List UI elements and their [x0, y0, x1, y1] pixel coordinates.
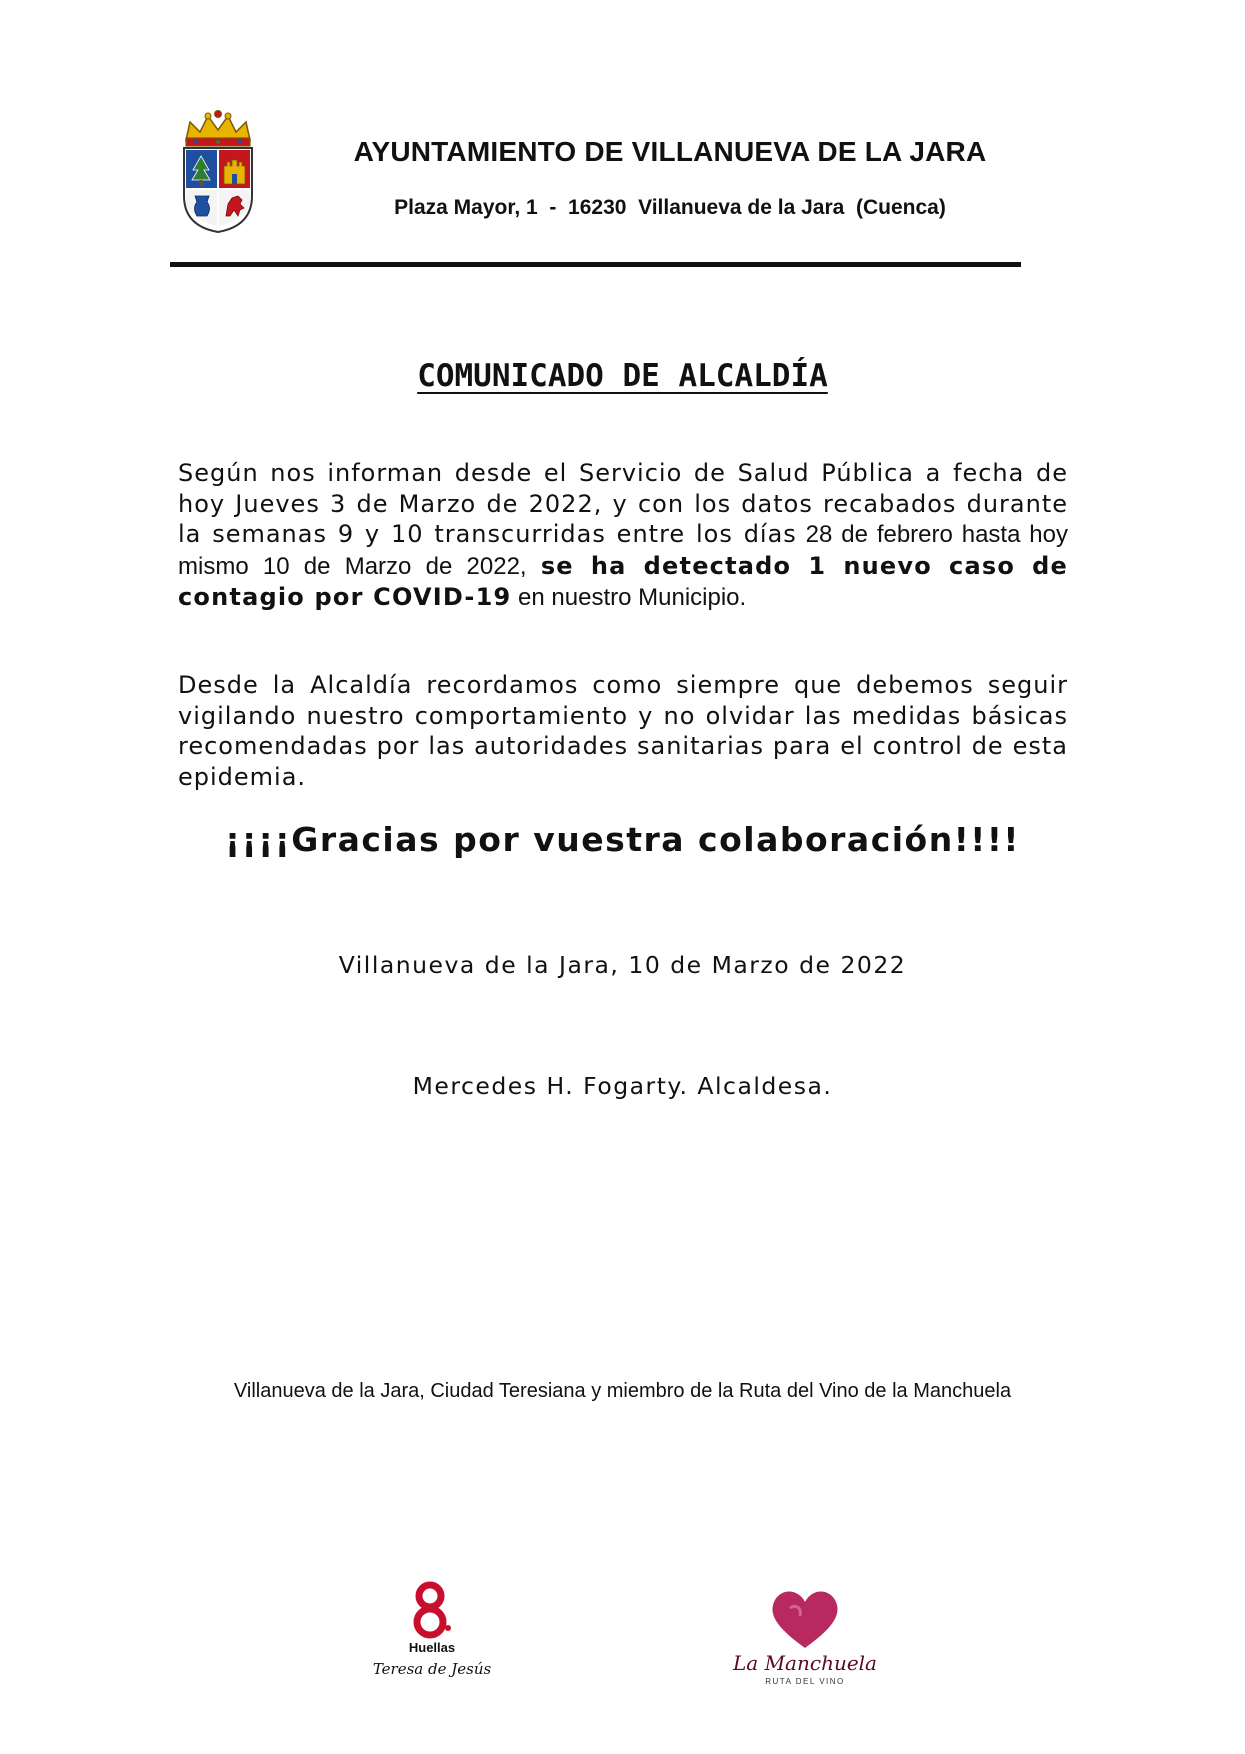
huellas-logo-script: Teresa de Jesús [372, 1660, 492, 1678]
manchuela-logo-subtitle: RUTA DEL VINO [765, 1677, 845, 1686]
huellas-logo-icon [370, 1578, 500, 1688]
place-and-date: Villanueva de la Jara, 10 de Marzo de 2022 [338, 951, 907, 979]
document-title: COMUNICADO DE ALCALDÍA [417, 358, 828, 394]
notice-text-dates: 28 de febrero hasta hoy mismo 10 de Marzo de 2022, [178, 521, 1069, 580]
header-divider [170, 262, 1021, 267]
reminder-paragraph: Desde la Alcaldía recordamos como siempre que debemos seguir vigilando nuestro comportamiento y no olvidar las medidas básicas recomendadas por las autoridades sanitarias para el control de esta epidemia. [178, 671, 1068, 791]
notice-highlight: se ha detectado 1 nuevo caso de contagio por COVID-19 [178, 551, 1068, 611]
manchuela-logo-script: La Manchuela [733, 1651, 877, 1675]
thanks-message: ¡¡¡¡Gracias por vuestra colaboración!!!! [225, 820, 1020, 859]
coat-of-arms-icon [176, 110, 260, 234]
notice-text-intro: Según nos informan desde el Servicio de Salud Pública a fecha de hoy Jueves 3 de Marzo de 2022, y con los datos recabados durante la semanas 9 y 10 transcurridas entre los días [178, 459, 1068, 548]
organization-address: Plaza Mayor, 1 - 16230 Villanueva de la Jara (Cuenca) [394, 196, 946, 219]
notice-paragraph [178, 458, 1068, 614]
notice-text-end: en nuestro Municipio. [511, 584, 747, 611]
footer-text: Villanueva de la Jara, Ciudad Teresiana y miembro de la Ruta del Vino de la Manchuela [233, 1380, 1012, 1402]
heart-logo-icon [730, 1578, 880, 1688]
organization-name: AYUNTAMIENTO DE VILLANUEVA DE LA JARA [353, 136, 987, 167]
huellas-logo-label: Huellas [408, 1640, 456, 1655]
signature-line: Mercedes H. Fogarty. Alcaldesa. [412, 1072, 833, 1100]
